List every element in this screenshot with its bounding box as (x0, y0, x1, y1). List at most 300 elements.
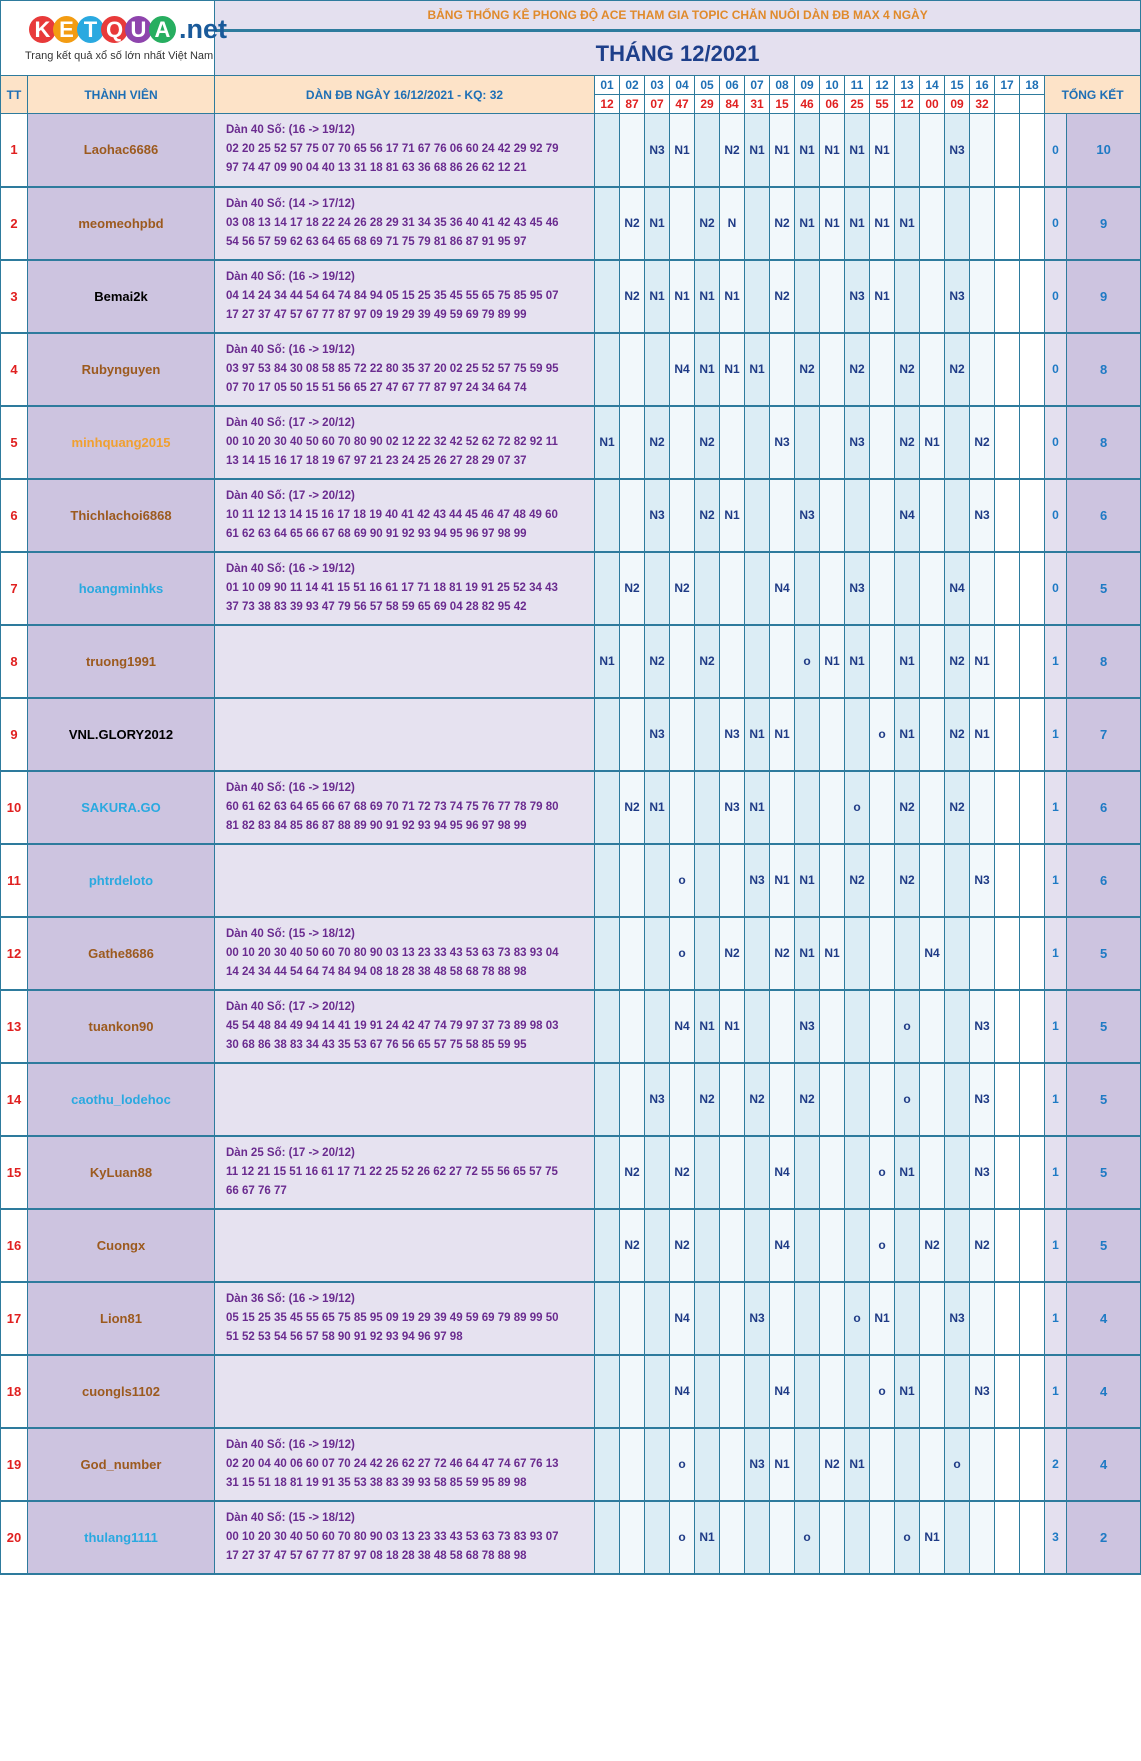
day-cell (995, 990, 1020, 1063)
dan-line: Dàn 40 Số: (17 -> 20/12) (226, 489, 355, 502)
dan-line: Dàn 40 Số: (15 -> 18/12) (226, 1511, 355, 1524)
dan-line: 02 20 04 40 06 60 07 70 24 42 26 62 27 72 46 64 47 74 67 76 13 (226, 1457, 559, 1470)
day-cell: N1 (795, 187, 820, 260)
day-cell: N2 (745, 1063, 770, 1136)
dan-line: 60 61 62 63 64 65 66 67 68 69 70 71 72 73 74 75 76 77 78 79 80 (226, 800, 559, 813)
day-cell (870, 771, 895, 844)
row-number: 7 (1, 552, 28, 625)
day-cell: o (845, 1282, 870, 1355)
dan-line: 13 14 15 16 17 18 19 67 97 21 23 24 25 26 27 28 29 07 37 (226, 454, 527, 467)
table-row (1, 187, 1141, 260)
row-number: 16 (1, 1209, 28, 1282)
day-cell: o (895, 990, 920, 1063)
dan-line: Dàn 40 Số: (17 -> 20/12) (226, 416, 355, 429)
dan-line: 54 56 57 59 62 63 64 65 68 69 71 75 79 81 86 87 91 95 97 (226, 235, 527, 248)
day-cell (920, 771, 945, 844)
member-name[interactable]: Thichlachoi6868 (28, 479, 215, 552)
day-cell (845, 917, 870, 990)
day-cell (845, 1501, 870, 1574)
day-cell (920, 552, 945, 625)
row-number: 20 (1, 1501, 28, 1574)
day-cell: o (870, 1209, 895, 1282)
day-cell (745, 1209, 770, 1282)
day-cell: N2 (670, 1136, 695, 1209)
day-cell (595, 990, 620, 1063)
summary-miss: 2 (1045, 1428, 1067, 1501)
day-cell (1020, 1136, 1045, 1209)
summary-total: 10 (1067, 114, 1141, 187)
day-cell (945, 479, 970, 552)
table-row (1, 479, 1141, 552)
day-cell: N2 (820, 1428, 845, 1501)
day-cell: o (945, 1428, 970, 1501)
day-cell (595, 187, 620, 260)
row-number: 10 (1, 771, 28, 844)
day-cell (870, 1501, 895, 1574)
day-cell (820, 771, 845, 844)
day-cell (745, 1355, 770, 1428)
summary-total: 2 (1067, 1501, 1141, 1574)
day-cell (995, 1209, 1020, 1282)
member-name[interactable]: minhquang2015 (28, 406, 215, 479)
member-name[interactable]: hoangminhks (28, 552, 215, 625)
member-name[interactable]: cuongls1102 (28, 1355, 215, 1428)
day-cell: N1 (745, 698, 770, 771)
day-cell (1020, 698, 1045, 771)
day-header: 02 (620, 76, 645, 95)
day-cell (695, 552, 720, 625)
member-name[interactable]: SAKURA.GO (28, 771, 215, 844)
day-cell: N1 (645, 187, 670, 260)
day-result: 12 (595, 95, 620, 114)
day-cell: N2 (845, 844, 870, 917)
day-cell: N3 (645, 1063, 670, 1136)
dan-numbers (215, 698, 595, 771)
day-cell (620, 479, 645, 552)
logo-letter: A (149, 16, 176, 43)
day-cell: N4 (770, 1136, 795, 1209)
row-number: 1 (1, 114, 28, 187)
summary-total: 9 (1067, 260, 1141, 333)
table-row (1, 260, 1141, 333)
day-cell: N2 (620, 771, 645, 844)
summary-total: 5 (1067, 917, 1141, 990)
day-cell: N1 (895, 1355, 920, 1428)
day-cell: o (870, 1136, 895, 1209)
day-cell: o (670, 917, 695, 990)
dan-numbers (215, 1063, 595, 1136)
table-row (1, 1501, 1141, 1574)
day-cell: o (895, 1501, 920, 1574)
table-row (1, 1063, 1141, 1136)
dan-numbers (215, 114, 595, 187)
day-result: 12 (895, 95, 920, 114)
day-cell: N2 (645, 406, 670, 479)
day-cell: N1 (770, 1428, 795, 1501)
day-cell (995, 1355, 1020, 1428)
day-cell: N3 (720, 698, 745, 771)
day-cell: N2 (920, 1209, 945, 1282)
day-cell (1020, 1063, 1045, 1136)
member-name[interactable]: phtrdeloto (28, 844, 215, 917)
day-cell (1020, 1282, 1045, 1355)
day-cell (745, 187, 770, 260)
day-cell (795, 406, 820, 479)
day-cell (620, 844, 645, 917)
day-cell: N3 (845, 260, 870, 333)
day-cell (745, 1136, 770, 1209)
day-cell (895, 114, 920, 187)
table-row (1, 552, 1141, 625)
summary-miss: 1 (1045, 698, 1067, 771)
dan-numbers (215, 1209, 595, 1282)
member-name[interactable]: Gathe8686 (28, 917, 215, 990)
day-cell (870, 844, 895, 917)
member-name[interactable]: caothu_lodehoc (28, 1063, 215, 1136)
day-cell (970, 1501, 995, 1574)
day-cell (720, 1428, 745, 1501)
day-cell (695, 1136, 720, 1209)
dan-line: 11 12 21 15 51 16 61 17 71 22 25 52 26 62 27 72 55 56 65 57 75 (226, 1165, 558, 1178)
dan-line: 51 52 53 54 56 57 58 90 91 92 93 94 96 97 98 (226, 1330, 463, 1343)
day-cell (820, 1063, 845, 1136)
day-cell: o (870, 698, 895, 771)
day-cell (1020, 479, 1045, 552)
day-cell (645, 1501, 670, 1574)
table-row (1, 771, 1141, 844)
day-cell (695, 844, 720, 917)
day-cell (795, 698, 820, 771)
day-cell (695, 771, 720, 844)
logo-letter: T (77, 16, 104, 43)
day-cell: N2 (895, 333, 920, 406)
day-cell (995, 333, 1020, 406)
day-cell: N1 (870, 260, 895, 333)
day-cell: N3 (970, 1136, 995, 1209)
day-cell (620, 1282, 645, 1355)
member-name[interactable]: meomeohpbd (28, 187, 215, 260)
dan-line: 02 20 25 52 57 75 07 70 65 56 17 71 67 76 06 60 24 42 29 92 79 (226, 143, 559, 156)
logo-letter: Q (101, 16, 128, 43)
day-cell: N3 (845, 552, 870, 625)
day-header: 17 (995, 76, 1020, 95)
day-cell (820, 1282, 845, 1355)
day-cell (895, 260, 920, 333)
summary-total: 7 (1067, 698, 1141, 771)
day-cell (620, 1501, 645, 1574)
day-cell (795, 1428, 820, 1501)
day-cell: N4 (670, 333, 695, 406)
day-cell (970, 187, 995, 260)
member-name[interactable]: Lion81 (28, 1282, 215, 1355)
day-cell: N1 (820, 187, 845, 260)
day-cell (870, 1063, 895, 1136)
day-cell: N1 (595, 406, 620, 479)
day-cell: o (670, 844, 695, 917)
day-cell (995, 1063, 1020, 1136)
day-cell: N4 (895, 479, 920, 552)
day-cell (695, 1282, 720, 1355)
day-cell (995, 917, 1020, 990)
day-cell (670, 625, 695, 698)
day-result (995, 95, 1020, 114)
dan-numbers (215, 187, 595, 260)
summary-miss: 0 (1045, 406, 1067, 479)
day-cell: N3 (645, 114, 670, 187)
summary-miss: 0 (1045, 187, 1067, 260)
day-cell (670, 187, 695, 260)
day-cell: N2 (945, 333, 970, 406)
day-result: 46 (795, 95, 820, 114)
row-number: 12 (1, 917, 28, 990)
dan-line: Dàn 40 Số: (15 -> 18/12) (226, 927, 355, 940)
day-cell (870, 552, 895, 625)
day-cell (970, 260, 995, 333)
day-header: 11 (845, 76, 870, 95)
day-cell: N2 (620, 187, 645, 260)
day-cell (620, 333, 645, 406)
day-cell (1020, 771, 1045, 844)
day-cell (995, 1428, 1020, 1501)
day-cell (720, 625, 745, 698)
day-cell (770, 1282, 795, 1355)
day-result: 09 (945, 95, 970, 114)
day-cell: o (795, 1501, 820, 1574)
day-cell (595, 698, 620, 771)
day-cell (845, 1136, 870, 1209)
row-number: 19 (1, 1428, 28, 1501)
dan-line: 01 10 09 90 11 14 41 15 51 16 61 17 71 18 81 19 91 25 52 34 43 (226, 581, 558, 594)
day-header: 04 (670, 76, 695, 95)
day-cell (720, 1501, 745, 1574)
page-title: BẢNG THỐNG KÊ PHONG ĐỘ ACE THAM GIA TOPIC CHĂN NUÔI DÀN ĐB MAX 4 NGÀY (215, 1, 1141, 31)
summary-miss: 0 (1045, 552, 1067, 625)
day-cell (970, 114, 995, 187)
member-name[interactable]: thulang1111 (28, 1501, 215, 1574)
day-cell (620, 1428, 645, 1501)
day-cell: N1 (870, 114, 895, 187)
day-cell: N2 (670, 1209, 695, 1282)
summary-total: 5 (1067, 1136, 1141, 1209)
day-cell (645, 917, 670, 990)
day-cell: N4 (770, 1209, 795, 1282)
day-cell (1020, 844, 1045, 917)
day-cell (820, 1209, 845, 1282)
day-cell (745, 479, 770, 552)
day-header: 16 (970, 76, 995, 95)
day-cell: N2 (945, 625, 970, 698)
day-cell: N1 (970, 625, 995, 698)
dan-line: 17 27 37 47 57 67 77 87 97 08 18 28 38 48 58 68 78 88 98 (226, 1549, 527, 1562)
member-name[interactable]: tuankon90 (28, 990, 215, 1063)
day-cell (995, 698, 1020, 771)
day-cell (870, 990, 895, 1063)
day-result: 47 (670, 95, 695, 114)
summary-total: 6 (1067, 479, 1141, 552)
day-cell: N2 (895, 771, 920, 844)
day-cell (645, 1282, 670, 1355)
summary-total: 6 (1067, 844, 1141, 917)
day-cell (795, 1355, 820, 1428)
day-cell: N2 (620, 1136, 645, 1209)
day-cell (645, 1355, 670, 1428)
day-cell (620, 990, 645, 1063)
summary-total: 6 (1067, 771, 1141, 844)
day-cell: N1 (695, 333, 720, 406)
day-cell (920, 114, 945, 187)
dan-line: 30 68 86 38 83 34 43 35 53 67 76 56 65 57 75 58 85 59 95 (226, 1038, 527, 1051)
member-name[interactable]: God_number (28, 1428, 215, 1501)
day-cell: N2 (695, 1063, 720, 1136)
dan-line: 03 97 53 84 30 08 58 85 72 22 80 35 37 20 02 25 52 57 75 59 95 (226, 362, 559, 375)
member-name[interactable]: Laohac6686 (28, 114, 215, 187)
row-number: 13 (1, 990, 28, 1063)
day-cell: N2 (970, 1209, 995, 1282)
day-cell (770, 1501, 795, 1574)
day-cell: N1 (820, 625, 845, 698)
day-cell (995, 406, 1020, 479)
day-header: 05 (695, 76, 720, 95)
day-cell (1020, 1209, 1045, 1282)
dan-line: 61 62 63 64 65 66 67 68 69 90 91 92 93 94 95 96 97 98 99 (226, 527, 527, 540)
dan-line: 10 11 12 13 14 15 16 17 18 19 40 41 42 43 44 45 46 47 48 49 60 (226, 508, 558, 521)
day-cell (920, 625, 945, 698)
day-cell (595, 479, 620, 552)
day-cell (745, 260, 770, 333)
day-cell (745, 406, 770, 479)
month-title: THÁNG 12/2021 (215, 31, 1141, 76)
summary-total: 8 (1067, 625, 1141, 698)
dan-numbers (215, 406, 595, 479)
day-cell (945, 1355, 970, 1428)
logo-net: .net (179, 14, 228, 44)
day-result: 00 (920, 95, 945, 114)
day-cell (795, 771, 820, 844)
day-cell: N2 (795, 333, 820, 406)
dan-numbers (215, 479, 595, 552)
day-cell: N3 (945, 260, 970, 333)
day-cell (920, 479, 945, 552)
day-cell: N1 (870, 1282, 895, 1355)
day-header: 18 (1020, 76, 1045, 95)
day-cell (945, 1501, 970, 1574)
dan-numbers (215, 1428, 595, 1501)
member-name[interactable]: Rubynguyen (28, 333, 215, 406)
day-cell (820, 1136, 845, 1209)
day-cell (920, 844, 945, 917)
dan-numbers (215, 1355, 595, 1428)
day-cell: o (670, 1501, 695, 1574)
day-header: 15 (945, 76, 970, 95)
table-row (1, 990, 1141, 1063)
day-cell (870, 1428, 895, 1501)
day-cell: N1 (645, 260, 670, 333)
summary-miss: 1 (1045, 1209, 1067, 1282)
table-row (1, 698, 1141, 771)
summary-miss: 0 (1045, 260, 1067, 333)
dan-line: 97 74 47 09 90 04 40 13 31 18 81 63 36 68 86 26 62 12 21 (226, 162, 527, 175)
day-cell: N2 (645, 625, 670, 698)
table-row (1, 333, 1141, 406)
day-cell (1020, 114, 1045, 187)
day-cell: N3 (945, 1282, 970, 1355)
day-cell (720, 1209, 745, 1282)
member-name[interactable]: truong1991 (28, 625, 215, 698)
summary-total: 4 (1067, 1428, 1141, 1501)
summary-miss: 1 (1045, 1136, 1067, 1209)
day-cell (920, 698, 945, 771)
day-cell (1020, 1355, 1045, 1428)
day-cell (745, 917, 770, 990)
day-cell (895, 917, 920, 990)
day-cell: N2 (770, 917, 795, 990)
site-logo[interactable] (1, 1, 228, 76)
summary-miss: 0 (1045, 333, 1067, 406)
day-cell (695, 1209, 720, 1282)
row-number: 9 (1, 698, 28, 771)
day-result: 87 (620, 95, 645, 114)
day-cell (945, 187, 970, 260)
dan-line: 04 14 24 34 44 54 64 74 84 94 05 15 25 35 45 55 65 75 85 95 07 (226, 289, 559, 302)
table-row (1, 1282, 1141, 1355)
day-cell (1020, 333, 1045, 406)
row-number: 15 (1, 1136, 28, 1209)
day-cell (745, 552, 770, 625)
day-cell (920, 990, 945, 1063)
day-cell (920, 260, 945, 333)
member-name[interactable]: Bemai2k (28, 260, 215, 333)
day-cell (595, 1428, 620, 1501)
day-cell (970, 1282, 995, 1355)
day-result: 06 (820, 95, 845, 114)
day-cell: o (845, 771, 870, 844)
summary-miss: 1 (1045, 1063, 1067, 1136)
member-name[interactable]: VNL.GLORY2012 (28, 698, 215, 771)
day-cell (920, 1355, 945, 1428)
summary-total: 5 (1067, 1209, 1141, 1282)
day-cell (795, 1136, 820, 1209)
dan-numbers (215, 1282, 595, 1355)
logo-letter: U (125, 16, 152, 43)
table-row (1, 844, 1141, 917)
dan-line: Dàn 25 Số: (17 -> 20/12) (226, 1146, 355, 1159)
day-cell: N1 (645, 771, 670, 844)
day-header: 08 (770, 76, 795, 95)
row-number: 4 (1, 333, 28, 406)
day-cell: N1 (895, 187, 920, 260)
row-number: 14 (1, 1063, 28, 1136)
day-cell (995, 1136, 1020, 1209)
member-name[interactable]: KyLuan88 (28, 1136, 215, 1209)
day-cell: N2 (895, 844, 920, 917)
day-cell: N1 (695, 1501, 720, 1574)
summary-miss: 1 (1045, 844, 1067, 917)
day-result: 32 (970, 95, 995, 114)
day-cell (995, 844, 1020, 917)
day-cell: N3 (720, 771, 745, 844)
day-cell (1020, 187, 1045, 260)
day-cell (595, 1209, 620, 1282)
day-cell (845, 1209, 870, 1282)
summary-total: 8 (1067, 333, 1141, 406)
day-cell: o (895, 1063, 920, 1136)
day-cell (770, 1063, 795, 1136)
day-cell: N3 (745, 844, 770, 917)
day-cell (970, 552, 995, 625)
member-name[interactable]: Cuongx (28, 1209, 215, 1282)
day-cell (1020, 1501, 1045, 1574)
row-number: 6 (1, 479, 28, 552)
